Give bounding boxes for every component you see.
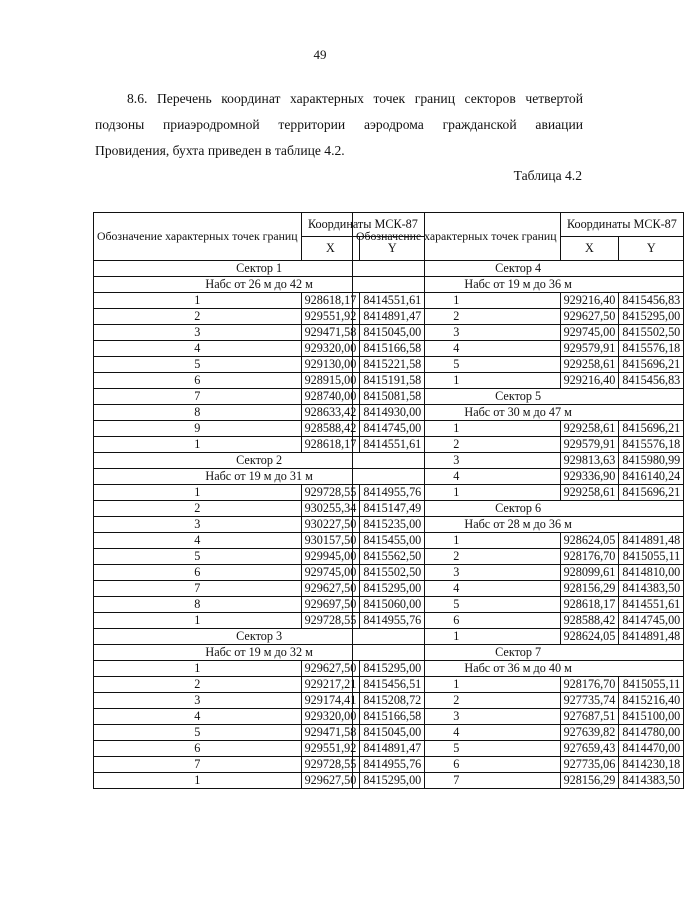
point-column-header: Обозначение характерных точек границ: [94, 213, 302, 261]
x-coordinate: 929627,50: [301, 661, 360, 677]
table-row: [353, 325, 684, 341]
y-coordinate: 8415221,58: [360, 357, 425, 373]
y-coordinate: 8415235,00: [360, 517, 425, 533]
point-number: 1: [353, 629, 561, 645]
sector-elevation-row: [353, 661, 684, 677]
x-coordinate: 929728,55: [301, 613, 360, 629]
x-coordinate: 929551,92: [301, 309, 360, 325]
y-coordinate: 8414780,00: [619, 725, 684, 741]
x-coordinate: 929697,50: [301, 597, 360, 613]
point-number: 1: [94, 485, 302, 501]
point-number: 8: [94, 405, 302, 421]
table-row: [353, 629, 684, 645]
sector-title: Сектор 2: [94, 453, 425, 469]
point-number: 3: [353, 709, 561, 725]
y-coordinate: 8415045,00: [360, 325, 425, 341]
table-row: [353, 485, 684, 501]
x-coordinate: 929471,58: [301, 725, 360, 741]
point-number: 1: [94, 661, 302, 677]
x-coordinate: 928618,17: [301, 293, 360, 309]
x-coordinate: 929216,40: [560, 293, 619, 309]
point-number: 3: [94, 325, 302, 341]
x-coordinate: 929945,00: [301, 549, 360, 565]
x-coordinate: 929258,61: [560, 485, 619, 501]
y-coordinate: 8415502,50: [360, 565, 425, 581]
y-coordinate: 8415562,50: [360, 549, 425, 565]
x-coordinate: 929728,55: [301, 757, 360, 773]
x-coordinate: 929130,00: [301, 357, 360, 373]
point-number: 6: [353, 757, 561, 773]
x-coordinate: 929745,00: [301, 565, 360, 581]
y-coordinate: 8415216,40: [619, 693, 684, 709]
table-row: [353, 341, 684, 357]
y-coordinate: 8414383,50: [619, 773, 684, 789]
point-number: 1: [94, 773, 302, 789]
y-coordinate: 8414930,00: [360, 405, 425, 421]
table-row: [353, 533, 684, 549]
x-coordinate: 930157,50: [301, 533, 360, 549]
point-number: 3: [94, 693, 302, 709]
y-coordinate: 8415576,18: [619, 341, 684, 357]
x-coordinate: 927687,51: [560, 709, 619, 725]
point-number: 7: [94, 389, 302, 405]
point-number: 9: [94, 421, 302, 437]
coords-column-header: Координаты МСК-87: [560, 213, 684, 237]
x-coordinate: 928099,61: [560, 565, 619, 581]
coords-column-header: Координаты МСК-87: [301, 213, 425, 237]
point-number: 1: [353, 373, 561, 389]
table-row: [353, 709, 684, 725]
y-coordinate: 8415295,00: [360, 581, 425, 597]
x-column-header: X: [301, 237, 360, 261]
y-coordinate: 8414891,48: [619, 533, 684, 549]
right-table-body: [353, 261, 684, 789]
sector-title-row: [353, 261, 684, 277]
point-number: 5: [94, 549, 302, 565]
sector-elevation-row: [353, 517, 684, 533]
point-number: 4: [353, 581, 561, 597]
point-number: 7: [94, 757, 302, 773]
sector-elevation-row: [353, 405, 684, 421]
y-coordinate: 8414891,47: [360, 741, 425, 757]
x-coordinate: 928618,17: [301, 437, 360, 453]
x-coordinate: 929217,21: [301, 677, 360, 693]
table-row: [353, 597, 684, 613]
x-coordinate: 929258,61: [560, 421, 619, 437]
point-number: 2: [353, 309, 561, 325]
sector-elevation: Набс от 19 м до 36 м: [353, 277, 684, 293]
y-coordinate: 8415696,21: [619, 421, 684, 437]
y-coordinate: 8415980,99: [619, 453, 684, 469]
table-row: [353, 469, 684, 485]
table-row: [353, 373, 684, 389]
y-coordinate: 8416140,24: [619, 469, 684, 485]
y-coordinate: 8414551,61: [360, 293, 425, 309]
point-number: 4: [353, 725, 561, 741]
point-number: 7: [94, 581, 302, 597]
y-coordinate: 8415456,83: [619, 293, 684, 309]
point-number: 8: [94, 597, 302, 613]
sector-title-row: [353, 389, 684, 405]
y-coordinate: 8415696,21: [619, 357, 684, 373]
point-number: 4: [94, 341, 302, 357]
y-coordinate: 8414955,76: [360, 613, 425, 629]
point-number: 6: [353, 613, 561, 629]
sector-elevation-row: [353, 277, 684, 293]
x-coordinate: 929627,50: [301, 773, 360, 789]
y-coordinate: 8415166,58: [360, 709, 425, 725]
y-coordinate: 8414745,00: [360, 421, 425, 437]
table-row: [353, 549, 684, 565]
point-number: 1: [94, 293, 302, 309]
point-number: 3: [353, 453, 561, 469]
x-coordinate: 927639,82: [560, 725, 619, 741]
x-coordinate: 929174,41: [301, 693, 360, 709]
x-coordinate: 929216,40: [560, 373, 619, 389]
y-coordinate: 8414955,76: [360, 757, 425, 773]
x-coordinate: 929813,63: [560, 453, 619, 469]
y-coordinate: 8414955,76: [360, 485, 425, 501]
y-coordinate: 8414810,00: [619, 565, 684, 581]
point-number: 1: [353, 293, 561, 309]
intro-text: 8.6. Перечень координат характерных точек границ секторов четвертой подзоны приаэродромной территории аэродрома гражданской авиации Провидения, бухта приведен в таблице 4.2.: [95, 91, 583, 158]
sector-title: Сектор 1: [94, 261, 425, 277]
y-coordinate: 8415456,51: [360, 677, 425, 693]
x-coordinate: 928618,17: [560, 597, 619, 613]
y-coordinate: 8415081,58: [360, 389, 425, 405]
y-coordinate: 8415045,00: [360, 725, 425, 741]
point-number: 1: [353, 677, 561, 693]
point-number: 5: [353, 357, 561, 373]
table-row: [353, 437, 684, 453]
point-number: 2: [353, 437, 561, 453]
point-number: 6: [94, 373, 302, 389]
x-coordinate: 929745,00: [560, 325, 619, 341]
table-row: [353, 357, 684, 373]
y-coordinate: 8415100,00: [619, 709, 684, 725]
x-coordinate: 927659,43: [560, 741, 619, 757]
sector-title: Сектор 5: [353, 389, 684, 405]
table-row: [353, 773, 684, 789]
x-coordinate: 928633,42: [301, 405, 360, 421]
point-number: 4: [94, 533, 302, 549]
table-row: [353, 309, 684, 325]
x-coordinate: 928624,05: [560, 533, 619, 549]
table-row: [353, 693, 684, 709]
x-coordinate: 928588,42: [560, 613, 619, 629]
intro-paragraph: [95, 86, 583, 164]
x-coordinate: 929320,00: [301, 341, 360, 357]
y-coordinate: 8415696,21: [619, 485, 684, 501]
sector-title: Сектор 3: [94, 629, 425, 645]
y-coordinate: 8415208,72: [360, 693, 425, 709]
point-number: 5: [94, 725, 302, 741]
point-number: 1: [353, 485, 561, 501]
x-coordinate: 929258,61: [560, 357, 619, 373]
y-coordinate: 8414551,61: [619, 597, 684, 613]
x-coordinate: 930255,34: [301, 501, 360, 517]
y-coordinate: 8415576,18: [619, 437, 684, 453]
sector-elevation: Набс от 26 м до 42 м: [94, 277, 425, 293]
x-coordinate: 929579,91: [560, 437, 619, 453]
y-coordinate: 8415060,00: [360, 597, 425, 613]
point-number: 5: [353, 741, 561, 757]
x-coordinate: 930227,50: [301, 517, 360, 533]
point-number: 5: [353, 597, 561, 613]
y-coordinate: 8414230,18: [619, 757, 684, 773]
table-row: [353, 741, 684, 757]
point-number: 3: [353, 565, 561, 581]
y-coordinate: 8415055,11: [619, 677, 684, 693]
point-number: 4: [353, 469, 561, 485]
point-number: 1: [94, 613, 302, 629]
y-coordinate: 8415055,11: [619, 549, 684, 565]
x-coordinate: 928915,00: [301, 373, 360, 389]
point-number: 1: [353, 533, 561, 549]
y-coordinate: 8415456,83: [619, 373, 684, 389]
table-row: [353, 725, 684, 741]
y-coordinate: 8415166,58: [360, 341, 425, 357]
table-row: [353, 293, 684, 309]
y-coordinate: 8414891,47: [360, 309, 425, 325]
x-coordinate: 927735,06: [560, 757, 619, 773]
table-row: [353, 565, 684, 581]
sector-title: Сектор 4: [353, 261, 684, 277]
x-coordinate: 929728,55: [301, 485, 360, 501]
x-coordinate: 928156,29: [560, 773, 619, 789]
x-coordinate: 929627,50: [560, 309, 619, 325]
table-row: [353, 757, 684, 773]
point-number: 4: [353, 341, 561, 357]
table-row: [353, 581, 684, 597]
y-coordinate: 8414470,00: [619, 741, 684, 757]
table-row: [353, 421, 684, 437]
x-coordinate: 928588,42: [301, 421, 360, 437]
y-coordinate: 8414383,50: [619, 581, 684, 597]
x-coordinate: 929627,50: [301, 581, 360, 597]
x-coordinate: 927735,74: [560, 693, 619, 709]
point-number: 2: [94, 501, 302, 517]
y-coordinate: 8414745,00: [619, 613, 684, 629]
table-row: [353, 613, 684, 629]
point-number: 3: [94, 517, 302, 533]
y-coordinate: 8414551,61: [360, 437, 425, 453]
sector-title: Сектор 6: [353, 501, 684, 517]
x-coordinate: 928176,70: [560, 677, 619, 693]
y-column-header: Y: [619, 237, 684, 261]
x-coordinate: 928624,05: [560, 629, 619, 645]
point-number: 5: [94, 357, 302, 373]
point-number: 2: [353, 693, 561, 709]
point-number: 2: [94, 677, 302, 693]
table-row: [353, 677, 684, 693]
sector-title-row: [353, 501, 684, 517]
page-number: 49: [313, 47, 327, 62]
y-coordinate: 8415455,00: [360, 533, 425, 549]
y-coordinate: 8415295,00: [360, 661, 425, 677]
y-coordinate: 8414891,48: [619, 629, 684, 645]
y-coordinate: 8415295,00: [619, 309, 684, 325]
point-number: 2: [94, 309, 302, 325]
sector-elevation: Набс от 19 м до 31 м: [94, 469, 425, 485]
point-number: 2: [353, 549, 561, 565]
x-coordinate: 929579,91: [560, 341, 619, 357]
point-column-header: Обозначение характерных точек границ: [353, 213, 561, 261]
x-coordinate: 929320,00: [301, 709, 360, 725]
sector-elevation: Набс от 30 м до 47 м: [353, 405, 684, 421]
x-coordinate: 929551,92: [301, 741, 360, 757]
point-number: 6: [94, 741, 302, 757]
y-coordinate: 8415502,50: [619, 325, 684, 341]
sector-title-row: [353, 645, 684, 661]
sector-elevation: Набс от 36 м до 40 м: [353, 661, 684, 677]
table-row: [353, 453, 684, 469]
point-number: 3: [353, 325, 561, 341]
x-coordinate: 929471,58: [301, 325, 360, 341]
y-column-header: Y: [360, 237, 425, 261]
point-number: 1: [353, 421, 561, 437]
point-number: 1: [94, 437, 302, 453]
table-caption: Таблица 4.2: [513, 168, 582, 183]
y-coordinate: 8415191,58: [360, 373, 425, 389]
sector-elevation: Набс от 28 м до 36 м: [353, 517, 684, 533]
x-coordinate: 929336,90: [560, 469, 619, 485]
sector-title: Сектор 7: [353, 645, 684, 661]
coordinates-table-right: [352, 212, 684, 789]
y-coordinate: 8415147,49: [360, 501, 425, 517]
x-coordinate: 928176,70: [560, 549, 619, 565]
x-column-header: X: [560, 237, 619, 261]
y-coordinate: 8415295,00: [360, 773, 425, 789]
point-number: 7: [353, 773, 561, 789]
point-number: 6: [94, 565, 302, 581]
sector-elevation: Набс от 19 м до 32 м: [94, 645, 425, 661]
x-coordinate: 928740,00: [301, 389, 360, 405]
point-number: 4: [94, 709, 302, 725]
x-coordinate: 928156,29: [560, 581, 619, 597]
